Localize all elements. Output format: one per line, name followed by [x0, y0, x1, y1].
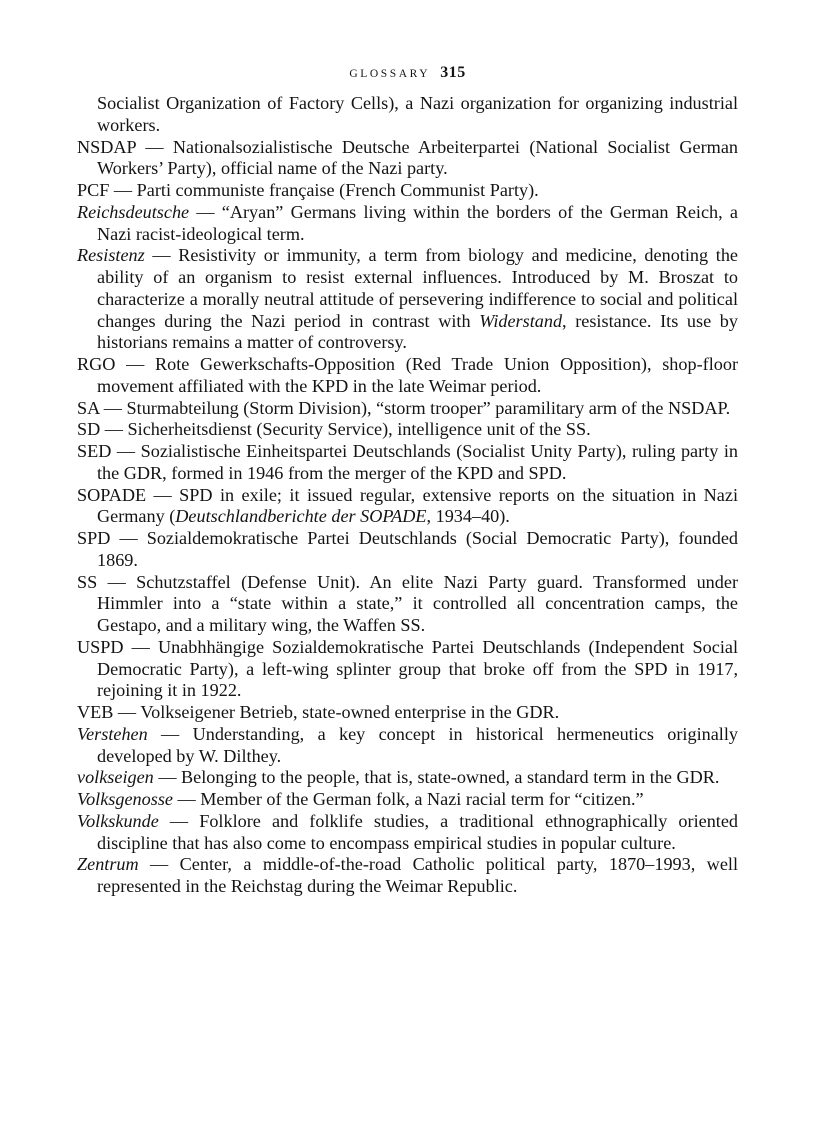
entry-definition-part: , resistance. Its use by historians remains a matter of controversy. [97, 310, 738, 353]
entry-dash: — [135, 136, 173, 157]
entry-dash: — [144, 245, 179, 266]
entry-definition: Understanding, a key concept in historical hermeneutics originally developed by W. Dilthey. [97, 723, 739, 766]
entry-term: RGO [77, 354, 116, 374]
entry-term: Volkskunde [77, 810, 159, 831]
glossary-entry-zentrum [77, 854, 738, 898]
entry-term: PCF [77, 180, 110, 200]
entry-definition: Schutzstaffel (Defense Unit). An elite Nazi Party guard. Transformed under Himmler into a “state within a state,” it controlled all concentration camps, the Gestapo, and a military wing, the Waffen SS. [97, 571, 739, 635]
entry-term: VEB [77, 702, 114, 722]
entry-dash: — [113, 702, 141, 722]
glossary-entry-sd [77, 419, 738, 441]
entry-dash: — [158, 810, 200, 831]
entry-term: SD [77, 419, 101, 440]
entry-definition: Sozialdemokratische Partei Deutschlands (Social Democratic Party), founded 1869. [97, 528, 738, 570]
entry-term: Reichsdeutsche [77, 201, 190, 222]
entry-dash: — [153, 767, 182, 788]
entry-definition-italic: Widerstand [479, 310, 563, 331]
entry-term: volkseigen [77, 767, 154, 788]
entry-definition: Sturmabteilung (Storm Division), “storm trooper” paramilitary arm of the NSDAP. [126, 397, 731, 418]
entry-dash: — [97, 571, 137, 592]
entry-term: USPD [77, 636, 124, 657]
glossary-entry-sopade [77, 485, 738, 529]
entry-term: NSDAP [77, 136, 136, 157]
entry-dash: — [115, 354, 155, 374]
glossary-entry-sed [77, 441, 738, 485]
entry-definition-part: Resistivity or immunity, a term from biology and medicine, denoting the ability of an organism to resist external influences. Introduced by M. Broszat to characterize a morally neutral attitude of persevering indifference to social and political changes during the Nazi period in contrast with [97, 245, 738, 331]
glossary-entry-ss [77, 572, 738, 637]
entry-dash: — [123, 636, 158, 657]
entry-dash: — [189, 201, 222, 222]
entry-definition: Member of the German folk, a Nazi racial term for “citizen.” [200, 789, 644, 809]
entry-definition: Parti communiste française (French Communist Party). [136, 180, 539, 200]
entry-definition: Sozialistische Einheitspartei Deutschlands (Socialist Unity Party), ruling party in the GDR, formed in 1946 from the merger of the KPD and SPD. [97, 441, 739, 483]
entry-term: Zentrum [77, 854, 139, 875]
entry-dash: — [172, 789, 201, 809]
entry-definition-part: SPD in exile; it issued regular, extensive reports on the situation in Nazi Germany ( [97, 484, 738, 527]
entry-term: SOPADE [77, 484, 147, 505]
entry-dash: — [100, 419, 128, 440]
entry-definition: “Aryan” Germans living within the borders of the German Reich, a Nazi racist-ideological term. [97, 201, 738, 244]
entry-definition: Center, a middle-of-the-road Catholic political party, 1870–1993, well represented in the Reichstag during the Weimar Republic. [97, 854, 738, 896]
glossary-entry-nsdap [77, 137, 738, 181]
running-head-title: GLOSSARY [349, 68, 431, 80]
running-head [77, 62, 738, 85]
entry-term: Resistenz [77, 245, 145, 266]
entry-dash: — [110, 528, 147, 548]
glossary-entry-resistenz [77, 245, 738, 354]
entry-definition-part: , 1934–40). [426, 506, 510, 527]
glossary-entry-sa [77, 398, 738, 420]
glossary-entry-volksgenosse [77, 789, 738, 811]
glossary-entry-reichsdeutsche [77, 202, 738, 246]
entry-dash: — [109, 180, 137, 200]
entry-dash: — [146, 484, 180, 505]
entry-definition: Unabhhängige Sozialdemokratische Partei Deutschlands (Independent Social Democratic Party), a left-wing splinter group that broke off from the SPD in 1917, rejoining it in 1922. [97, 636, 738, 701]
entry-definition: Sicherheitsdienst (Security Service), intelligence unit of the SS. [127, 419, 591, 440]
glossary-entry-volkseigen [77, 767, 738, 789]
entry-dash: — [99, 397, 127, 418]
entry-term: SPD [77, 528, 111, 548]
entry-term: SA [77, 397, 100, 418]
glossary-entry-volkskunde [77, 811, 738, 855]
entry-term: SED [77, 441, 112, 461]
glossary-entry-uspd [77, 637, 738, 702]
entry-definition: Socialist Organization of Factory Cells), a Nazi organization for organizing industrial workers. [97, 93, 738, 135]
glossary-entries [77, 93, 738, 898]
glossary-entry-verstehen [77, 724, 738, 768]
entry-term: Volksgenosse [77, 789, 173, 809]
entry-definition: Folklore and folklife studies, a traditional ethnographically oriented discipline that has also come to encompass empirical studies in popular culture. [97, 810, 739, 853]
entry-definition: Volkseigener Betrieb, state-owned enterprise in the GDR. [140, 702, 560, 722]
entry-definition: Rote Gewerkschafts-Opposition (Red Trade Union Opposition), shop-floor movement affiliated with the KPD in the late Weimar period. [97, 354, 738, 396]
glossary-entry-pcf [77, 180, 738, 202]
glossary-entry-veb [77, 702, 738, 724]
glossary-entry-spd [77, 528, 738, 572]
entry-definition: Nationalsozialistische Deutsche Arbeiterpartei (National Socialist German Workers’ Party), official name of the Nazi party. [97, 136, 738, 179]
entry-term: SS [77, 571, 98, 592]
entry-definition: Belonging to the people, that is, state-owned, a standard term in the GDR. [181, 767, 720, 788]
entry-dash: — [138, 854, 180, 875]
entry-dash: — [147, 723, 193, 744]
entry-dash: — [111, 441, 141, 461]
entry-term: Verstehen [77, 723, 148, 744]
entry-definition-italic: Deutschlandberichte der SOPADE [175, 506, 427, 527]
page [77, 62, 738, 898]
glossary-entry-continuation [77, 93, 738, 137]
page-number: 315 [440, 64, 466, 81]
glossary-entry-rgo [77, 354, 738, 398]
